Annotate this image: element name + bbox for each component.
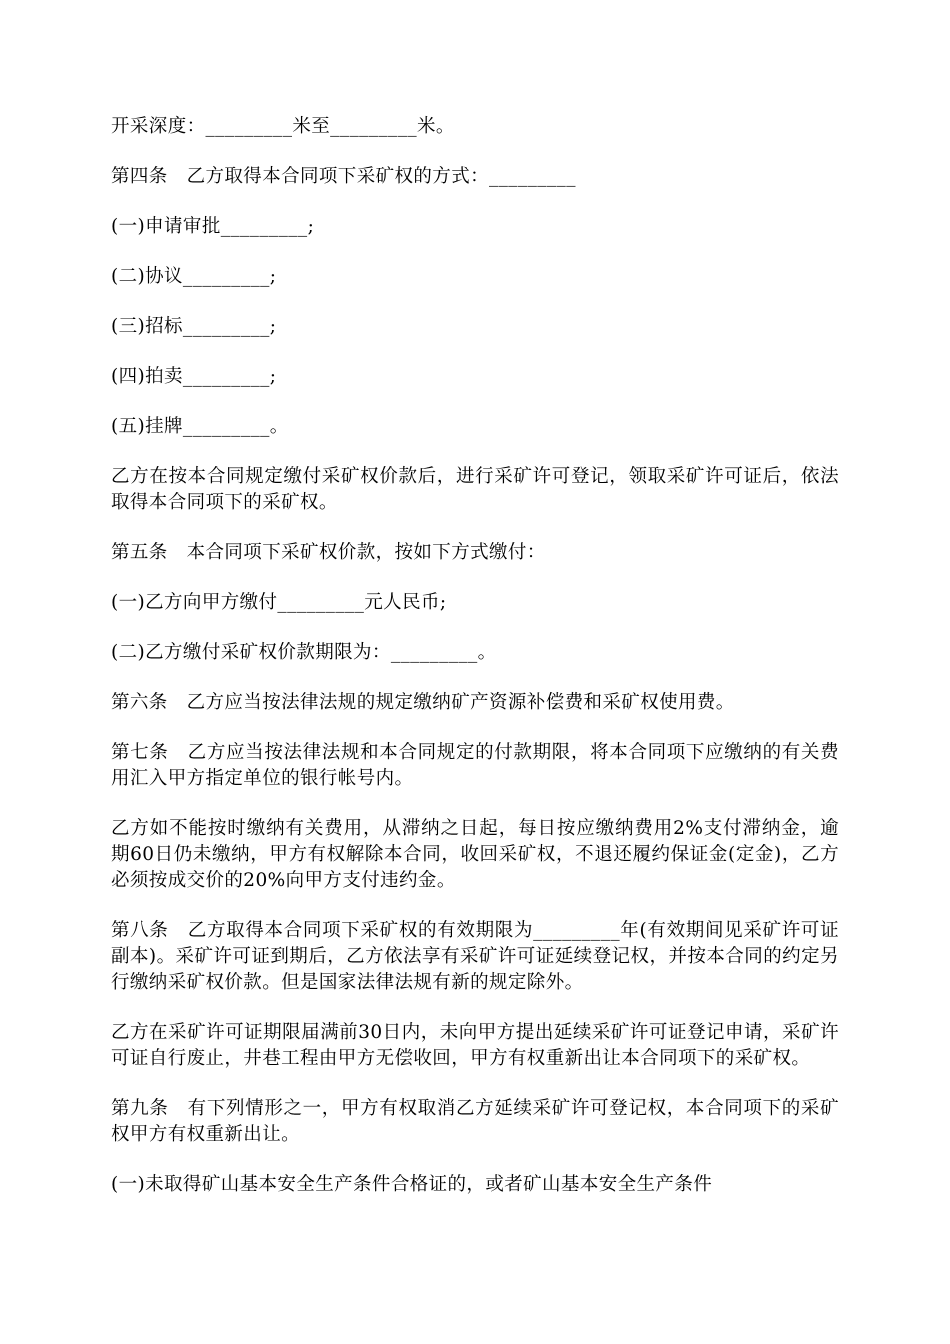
article-4-heading: 第四条 乙方取得本合同项下采矿权的方式：_________ [111,166,576,187]
payment-amount-line: (一)乙方向甲方缴付_________元人民币; [111,592,447,613]
method-auction: (四)拍卖_________; [111,366,277,387]
mining-right-acquisition-note: 乙方在按本合同规定缴付采矿权价款后，进行采矿许可登记，领取采矿许可证后，依法取得本合同项下的采矿权。 [111,466,839,513]
method-listing: (五)挂牌_________。 [111,416,289,437]
article-8: 第八条 乙方取得本合同项下采矿权的有效期限为_________年(有效期间见采矿许可证副本)。采矿许可证到期后，乙方依法享有采矿许可证延续登记权，并按本合同的约定另行缴纳采矿权价款。但是国家法律法规有新的规定除外。 [111,920,839,993]
article-7: 第七条 乙方应当按法律法规和本合同规定的付款期限，将本合同项下应缴纳的有关费用汇入甲方指定单位的银行帐号内。 [111,742,839,789]
document-page [111,114,839,1222]
late-payment-clause: 乙方如不能按时缴纳有关费用，从滞纳之日起，每日按应缴纳费用2%支付滞纳金，逾期60日仍未缴纳，甲方有权解除本合同，收回采矿权，不退还履约保证金(定金)，乙方必须按成交价的20%向甲方支付违约金。 [111,818,839,891]
article-6: 第六条 乙方应当按法律法规的规定缴纳矿产资源补偿费和采矿权使用费。 [111,692,735,713]
license-renewal-clause: 乙方在采矿许可证期限届满前30日内，未向甲方提出延续采矿许可证登记申请，采矿许可证自行废止，井巷工程由甲方无偿收回，甲方有权重新出让本合同项下的采矿权。 [111,1022,839,1069]
method-agreement: (二)协议_________; [111,266,277,287]
mining-depth-line: 开采深度：_________米至_________米。 [111,116,455,137]
article-9-item-1: (一)未取得矿山基本安全生产条件合格证的，或者矿山基本安全生产条件 [111,1174,713,1195]
article-9: 第九条 有下列情形之一，甲方有权取消乙方延续采矿许可登记权，本合同项下的采矿权甲方有权重新出让。 [111,1098,839,1145]
article-5-heading: 第五条 本合同项下采矿权价款，按如下方式缴付： [111,542,546,563]
payment-deadline-line: (二)乙方缴付采矿权价款期限为：_________。 [111,642,497,663]
method-application-approval: (一)申请审批_________; [111,216,315,237]
method-tender: (三)招标_________; [111,316,277,337]
